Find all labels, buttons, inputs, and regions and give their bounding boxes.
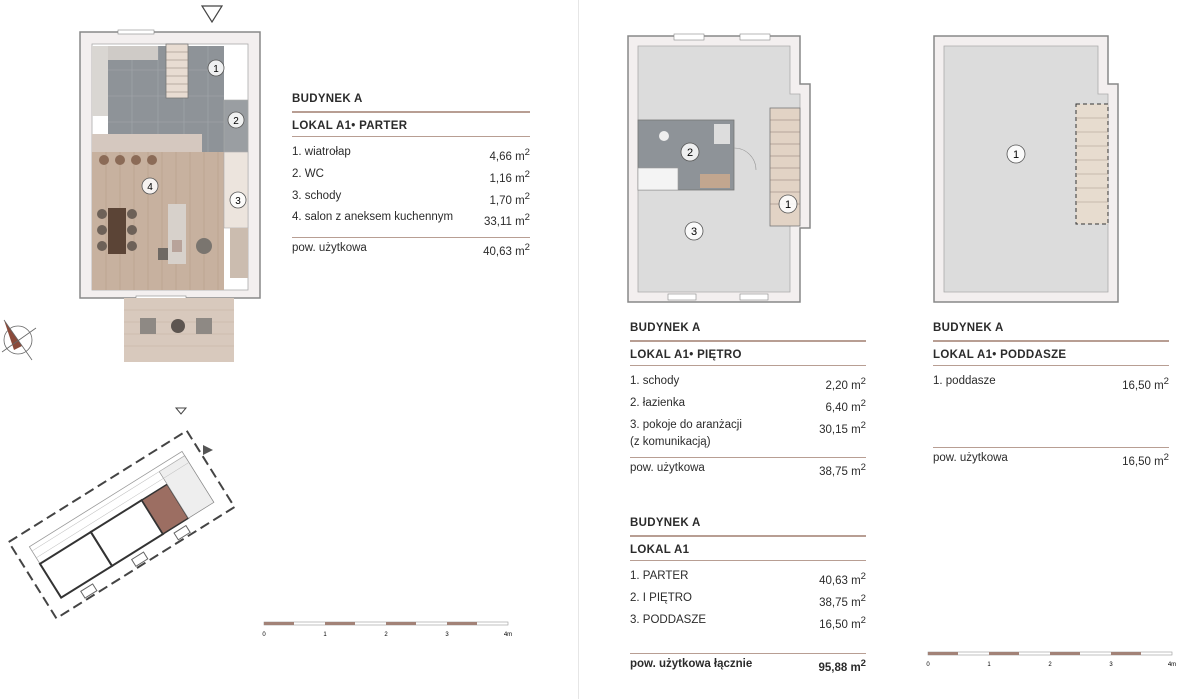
scale-bar-left xyxy=(262,618,522,640)
table-total xyxy=(630,517,866,674)
unit-heading: LOKAL A1 xyxy=(630,544,690,556)
building-heading: BUDYNEK A xyxy=(630,322,701,334)
table-poddasze xyxy=(933,322,1169,468)
room-marker-1 xyxy=(1007,145,1025,163)
room-marker-1 xyxy=(208,60,224,76)
table-row: 2. WC 1,16 $m^2$ xyxy=(292,167,530,185)
room-marker-3 xyxy=(685,222,703,240)
building-heading: BUDYNEK A xyxy=(933,322,1004,334)
table-row: 3. schody 1,70 $m^2$ xyxy=(292,189,530,207)
svg-text:2: 2 xyxy=(384,632,388,638)
svg-text:4m: 4m xyxy=(1167,662,1177,668)
room-marker-2 xyxy=(228,112,244,128)
table-row: 2. łazienka 6,40 $m^2$ xyxy=(630,396,866,414)
table-row: 3. PODDASZE 16,50 $m^2$ xyxy=(630,613,866,631)
svg-text:1: 1 xyxy=(1012,149,1020,161)
svg-text:3: 3 xyxy=(1109,662,1113,668)
site-plan xyxy=(0,400,240,645)
svg-text:4m: 4m xyxy=(503,632,513,638)
entrance-arrow-icon xyxy=(202,6,222,22)
table-row: 2. I PIĘTRO 38,75 $m^2$ xyxy=(630,591,866,609)
unit-heading: LOKAL A1• PIĘTRO xyxy=(630,349,742,361)
table-parter xyxy=(292,93,530,258)
svg-text:4: 4 xyxy=(147,182,153,193)
svg-text:3: 3 xyxy=(445,632,449,638)
svg-text:0: 0 xyxy=(262,632,266,638)
table-row: 1. poddasze 16,50 $m^2$ xyxy=(933,375,1169,392)
table-pietro xyxy=(630,322,866,477)
table-row: 1. PARTER 40,63 $m^2$ xyxy=(630,570,866,587)
building-heading: BUDYNEK A xyxy=(292,93,363,105)
table-row: 1. schody 2,20 $m^2$ xyxy=(630,375,866,392)
compass-icon xyxy=(0,316,40,366)
sum-row: pow. użytkowa 40,63 $m^2$ xyxy=(292,237,530,258)
svg-text:0: 0 xyxy=(926,662,930,668)
table-row: 1. wiatrołap 4,66 $m^2$ xyxy=(292,146,530,163)
room-marker-1 xyxy=(779,195,797,213)
room-marker-2 xyxy=(681,143,699,161)
svg-text:2: 2 xyxy=(233,116,239,127)
attic-plan xyxy=(926,28,1126,308)
unit-heading: LOKAL A1• PODDASZE xyxy=(933,349,1067,361)
room-marker-4 xyxy=(142,178,158,194)
svg-text:1: 1 xyxy=(213,64,219,75)
svg-text:2: 2 xyxy=(686,147,694,159)
page-fold xyxy=(578,0,579,699)
sum-row: pow. użytkowa 16,50 $m^2$ xyxy=(933,447,1169,468)
svg-text:1: 1 xyxy=(784,199,792,211)
svg-text:1: 1 xyxy=(987,662,991,668)
unit-heading: LOKAL A1• PARTER xyxy=(292,120,408,132)
room-marker-3 xyxy=(230,192,246,208)
ground-floor-plan xyxy=(70,0,280,370)
first-floor-plan xyxy=(620,28,820,308)
table-row: 3. pokoje do aranżacji (z komunikacją) 30,15 $m^2$ xyxy=(630,418,866,448)
total-sum-row: pow. użytkowa łącznie 95,88 $m^2$ xyxy=(630,653,866,674)
svg-text:3: 3 xyxy=(690,226,698,238)
scale-bar-right xyxy=(926,648,1186,670)
table-row: 4. salon z aneksem kuchennym 33,11 $m^2$ xyxy=(292,211,530,229)
svg-text:2: 2 xyxy=(1048,662,1052,668)
building-heading: BUDYNEK A xyxy=(630,517,701,529)
svg-text:1: 1 xyxy=(323,632,327,638)
sum-row: pow. użytkowa 38,75 $m^2$ xyxy=(630,457,866,478)
svg-text:3: 3 xyxy=(235,196,241,207)
